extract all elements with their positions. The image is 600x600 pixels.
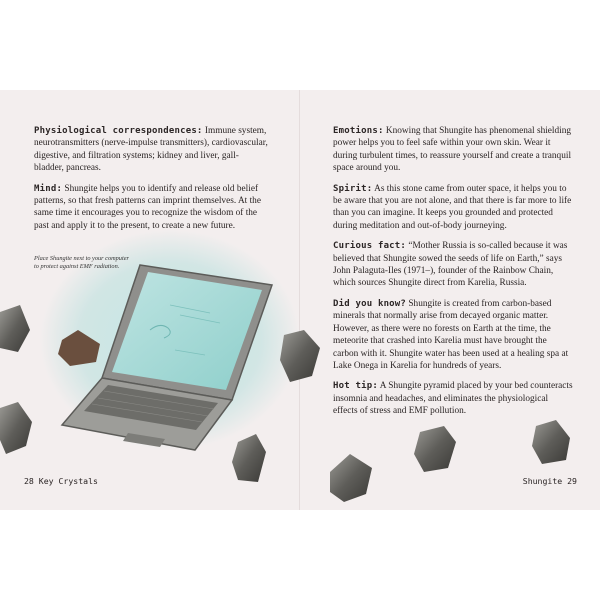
- mind-text: Shungite helps you to identify and release old belief patterns, so that fresh patterns can imprint themselves. At the same time it encourages you to recognize the wisdom of the past and apply it to the present, to create a new future.: [34, 183, 261, 231]
- curious-fact-label: Curious fact:: [333, 241, 407, 252]
- illustration-caption: Place Shungite next to your computer to protect against EMF radiation.: [34, 255, 129, 271]
- spirit-label: Spirit:: [333, 183, 373, 194]
- hot-tip-paragraph: [333, 380, 573, 417]
- spirit-text: As this stone came from outer space, it helps you to be aware that you are not alone, and that there is far more to life than you can imagine. It keeps you grounded and protected during meditation and out-of-body journeying.: [333, 183, 572, 231]
- folio-right: Shungite 29: [522, 476, 577, 486]
- hot-tip-label: Hot tip:: [333, 381, 378, 392]
- did-you-know-label: Did you know?: [333, 298, 407, 309]
- spirit-paragraph: [333, 183, 573, 233]
- right-page-text: [333, 125, 573, 426]
- did-you-know-paragraph: [333, 298, 573, 372]
- curious-fact-text: “Mother Russia is so-called because it was believed that Shungite sowed the seeds of life on Earth,” says John Palaguta-Iles (1971–), founder of the Rainbow Chain, which sources Shungite direct from Karelia, Russia.: [333, 241, 568, 289]
- physiological-paragraph: [34, 125, 268, 175]
- folio-left: 28 Key Crystals: [24, 476, 98, 486]
- left-page-text: [34, 125, 268, 240]
- physiological-label: Physiological correspondences:: [34, 126, 203, 136]
- shungite-stone-1: [0, 305, 30, 352]
- mind-paragraph: [34, 183, 268, 233]
- hot-tip-text: A Shungite pyramid placed by your bed counteracts insomnia and headaches, and eliminates the physiological effects of stress and EMF pollution.: [333, 381, 573, 417]
- mind-label: Mind:: [34, 183, 63, 194]
- shungite-stone-8: [532, 420, 570, 464]
- physiological-text: Immune system, neurotransmitters (nerve-impulse transmitters), cardiovascular, digestive, and filtration systems; kidney and liver, gall-bladder, pancreas.: [34, 126, 268, 174]
- shungite-stone-5: [232, 434, 266, 482]
- curious-fact-paragraph: [333, 240, 573, 290]
- emotions-label: Emotions:: [333, 126, 384, 136]
- shungite-stone-3: [0, 402, 32, 454]
- shungite-stone-6: [330, 454, 372, 502]
- emotions-paragraph: [333, 125, 573, 175]
- did-you-know-text: Shungite is created from carbon-based minerals that normally arise from decayed organic matter. However, as there were no forests on Earth at the time, the meteorite that crashed into Karelia must have brought the carbon with it. Shungite water has been used at a healing spa at Lake Onega in Karelia for hundreds of years.: [333, 298, 569, 371]
- shungite-stone-7: [414, 426, 456, 472]
- emotions-text: Knowing that Shungite has phenomenal shielding power helps you to feel safe within your own skin. Wear it during turbulent times, to reassure yourself and create a tranquil space around you.: [333, 126, 572, 174]
